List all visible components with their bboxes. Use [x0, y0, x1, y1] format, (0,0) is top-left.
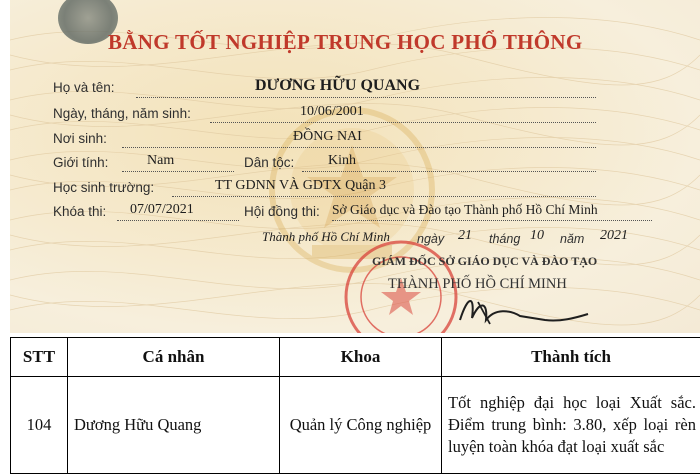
signer-title-line2: THÀNH PHỐ HỒ CHÍ MINH: [388, 276, 567, 292]
award-table: [10, 337, 700, 474]
dotted-line: [332, 220, 652, 221]
table-header-row: [11, 338, 700, 377]
header-thanh-tich: Thành tích: [442, 338, 700, 377]
birthplace-label: Nơi sinh:: [53, 131, 107, 146]
name-label: Họ và tên:: [53, 80, 115, 95]
year-word: năm: [560, 232, 585, 246]
signer-title-line1: GIÁM ĐỐC SỞ GIÁO DỤC VÀ ĐÀO TẠO: [372, 254, 598, 268]
name-value: DƯƠNG HỮU QUANG: [255, 77, 421, 94]
diploma-image: [10, 0, 700, 333]
exam-label: Khóa thi:: [53, 204, 107, 219]
issue-day: 21: [458, 228, 472, 243]
dotted-line: [117, 220, 239, 221]
dob-label: Ngày, tháng, năm sinh:: [53, 106, 191, 121]
dotted-line: [136, 97, 596, 98]
cell-stt: 104: [11, 377, 68, 474]
ethnicity-label: Dân tộc:: [244, 155, 295, 170]
diploma-title: BẰNG TỐT NGHIỆP TRUNG HỌC PHỔ THÔNG: [108, 30, 583, 54]
cell-thanh-tich: Tốt nghiệp đại học loại Xuất sắc. Điểm trung bình: 3.80, xếp loại rèn luyện toàn khóa đạt loại xuất sắc: [442, 377, 700, 474]
issue-place: Thành phố Hồ Chí Minh: [262, 229, 390, 244]
cell-ca-nhan: Dương Hữu Quang: [68, 377, 280, 474]
ethnicity-value: Kinh: [328, 153, 356, 168]
school-value: TT GDNN VÀ GDTX Quận 3: [215, 178, 386, 193]
dotted-line: [122, 171, 234, 172]
dotted-line: [210, 122, 596, 123]
header-ca-nhan: Cá nhân: [68, 338, 280, 377]
issue-year: 2021: [600, 228, 628, 243]
gender-label: Giới tính:: [53, 155, 109, 170]
gender-value: Nam: [147, 153, 175, 168]
council-label: Hội đồng thi:: [244, 204, 320, 219]
handwritten-signature: [450, 290, 590, 330]
month-word: tháng: [489, 232, 521, 246]
dob-value: 10/06/2001: [300, 104, 364, 119]
header-stt: STT: [11, 338, 68, 377]
cell-khoa: Quản lý Công nghiệp: [280, 377, 442, 474]
exam-value: 07/07/2021: [130, 202, 194, 217]
birthplace-value: ĐỒNG NAI: [293, 129, 362, 144]
table-row: [11, 377, 700, 474]
day-word: ngày: [417, 232, 445, 246]
dotted-line: [172, 196, 596, 197]
dotted-line: [302, 171, 596, 172]
header-khoa: Khoa: [280, 338, 442, 377]
council-value: Sở Giáo dục và Đào tạo Thành phố Hồ Chí Minh: [332, 202, 598, 217]
school-label: Học sinh trường:: [53, 180, 155, 195]
issue-month: 10: [530, 228, 544, 243]
dotted-line: [122, 147, 596, 148]
